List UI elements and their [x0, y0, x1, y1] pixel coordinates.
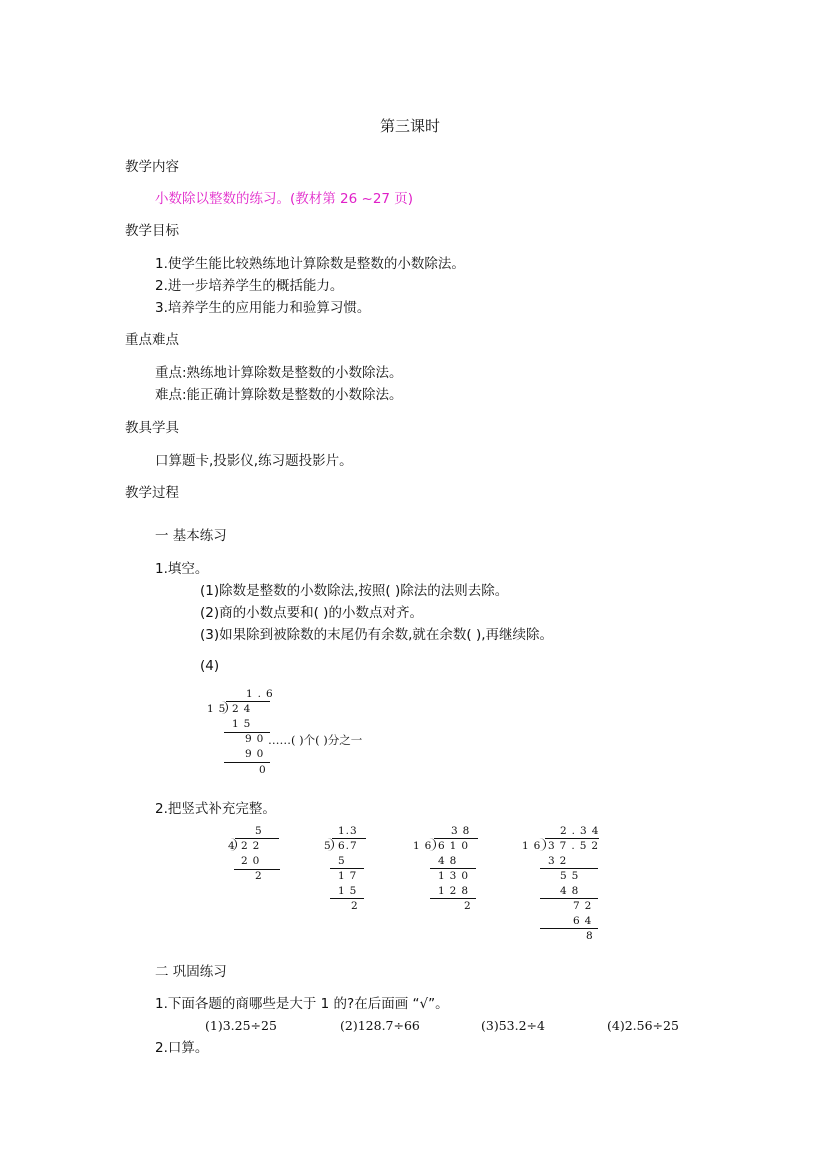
key-point: 难点:能正确计算除数是整数的小数除法。	[155, 387, 403, 403]
dividend: 24	[232, 703, 256, 715]
part1-q1-label: 1.填空。	[155, 561, 209, 577]
content-text: 小数除以整数的练习。(教材第 26 ~27 页)	[155, 191, 414, 207]
partial-row: 15	[338, 885, 362, 897]
partial-row: 90	[245, 733, 269, 745]
divisor: 4	[228, 840, 240, 852]
partial-row: 130	[438, 870, 474, 882]
quotient: 38	[451, 825, 475, 837]
partial-row: 17	[338, 870, 362, 882]
quotient: 1.3	[338, 825, 358, 837]
partial-row: 5	[338, 855, 350, 867]
partial-row: 48	[438, 855, 462, 867]
part1-q2-label: 2.把竖式补充完整。	[155, 801, 276, 817]
quotient: 1.6	[246, 688, 278, 700]
part1-heading: 一 基本练习	[155, 528, 227, 544]
fill-item-4-label: (4)	[200, 658, 220, 674]
quotient: 2.34	[560, 825, 604, 837]
partial-row: 15	[232, 718, 256, 730]
goal-item: 1.使学生能比较熟练地计算除数是整数的小数除法。	[155, 256, 465, 272]
tools-text: 口算题卡,投影仪,练习题投影片。	[155, 453, 353, 469]
partial-row: 2	[351, 900, 363, 912]
part2-heading: 二 巩固练习	[155, 964, 227, 980]
partial-row: 72	[573, 900, 597, 912]
option-item: (1)3.25÷25	[205, 1018, 277, 1033]
dividend: 6.7	[338, 840, 358, 852]
divisor: 16	[413, 840, 437, 852]
process-heading: 教学过程	[125, 485, 179, 501]
partial-row: 2	[464, 900, 476, 912]
division-note: ……( )个( )分之一	[268, 733, 363, 747]
partial-row: 0	[259, 764, 271, 776]
dividend: 37.52	[548, 840, 604, 852]
option-item: (2)128.7÷66	[340, 1018, 420, 1033]
quotient: 5	[255, 825, 267, 837]
key-heading: 重点难点	[125, 332, 179, 348]
partial-row: 64	[573, 915, 597, 927]
partial-row: 20	[241, 855, 265, 867]
dividend: 22	[241, 840, 265, 852]
fill-item: (1)除数是整数的小数除法,按照( )除法的法则去除。	[200, 583, 509, 599]
tools-heading: 教具学具	[125, 420, 179, 436]
partial-row: 48	[560, 885, 584, 897]
option-item: (3)53.2÷4	[481, 1018, 545, 1033]
divisor: 15	[207, 703, 231, 715]
option-item: (4)2.56÷25	[607, 1018, 679, 1033]
page-title: 第三课时	[380, 117, 441, 135]
part2-q2: 2.口算。	[155, 1040, 209, 1056]
partial-row: 8	[586, 930, 598, 942]
divisor: 16	[522, 840, 546, 852]
partial-row: 128	[438, 885, 474, 897]
dividend: 610	[438, 840, 474, 852]
fill-item: (2)商的小数点要和( )的小数点对齐。	[200, 605, 423, 621]
partial-row: 2	[255, 870, 267, 882]
fill-item: (3)如果除到被除数的末尾仍有余数,就在余数( ),再继续除。	[200, 627, 554, 643]
partial-row: 55	[560, 870, 584, 882]
part2-q1: 1.下面各题的商哪些是大于 1 的?在后面画 “√”。	[155, 996, 449, 1012]
key-point: 重点:熟练地计算除数是整数的小数除法。	[155, 365, 403, 381]
goals-heading: 教学目标	[125, 223, 179, 239]
content-heading: 教学内容	[125, 159, 179, 175]
goal-item: 3.培养学生的应用能力和验算习惯。	[155, 300, 371, 316]
partial-row: 90	[245, 748, 269, 760]
goal-item: 2.进一步培养学生的概括能力。	[155, 278, 344, 294]
divisor: 5	[324, 840, 336, 852]
partial-row: 32	[548, 855, 572, 867]
